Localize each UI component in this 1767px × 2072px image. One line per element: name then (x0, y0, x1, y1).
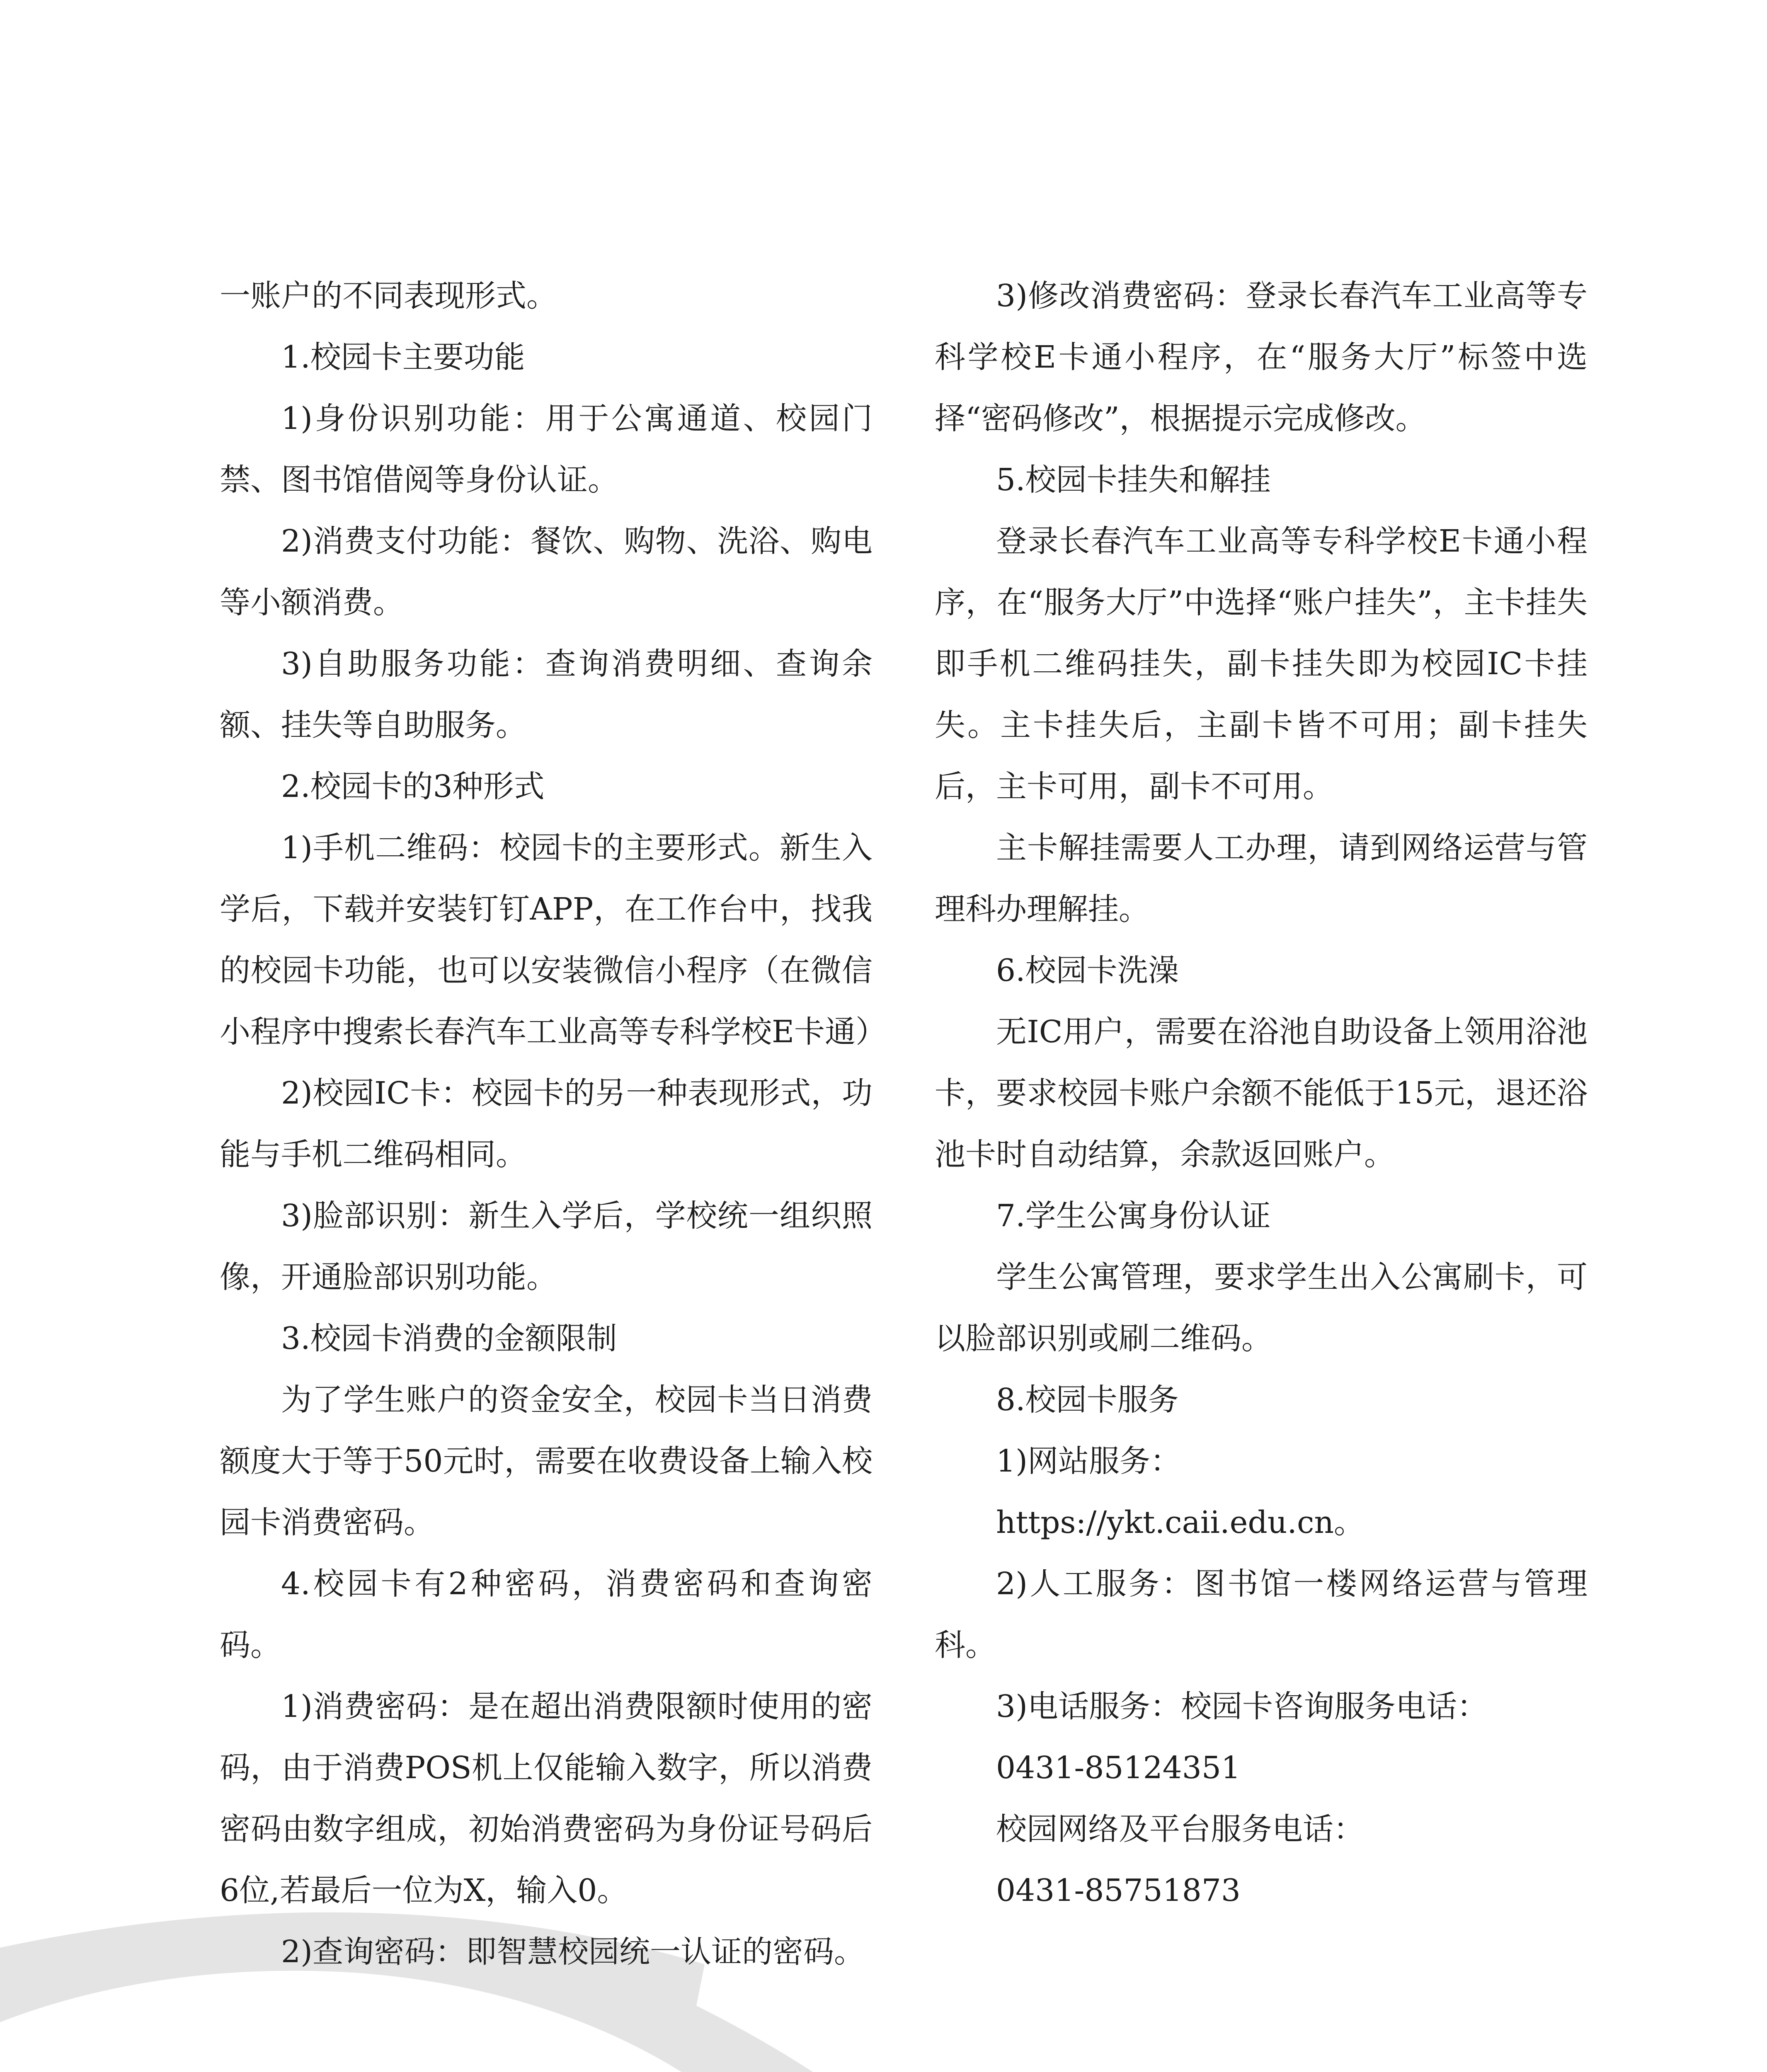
paragraph: https://ykt.caii.edu.cn。 (996, 1505, 1365, 1540)
paragraph: 3)电话服务：校园卡咨询服务电话： (996, 1689, 1488, 1724)
paragraph: 5.校园卡挂失和解挂 (996, 462, 1271, 498)
paragraph: 无IC用户，需要在浴池自助设备上领用浴池卡，要求校园卡账户余额不能低于15元，退还浴池卡时自动结算，余款返回账户。 (935, 1014, 1588, 1172)
paragraph: 3)修改消费密码：登录长春汽车工业高等专科学校E卡通小程序，在“服务大厅”标签中选择“密码修改”，根据提示完成修改。 (935, 278, 1588, 436)
paragraph: 一账户的不同表现形式。 (220, 278, 557, 314)
paragraph: 2.校园卡的3种形式 (281, 769, 545, 804)
paragraph: 主卡解挂需要人工办理，请到网络运营与管理科办理解挂。 (935, 830, 1588, 927)
paragraph: 1)手机二维码：校园卡的主要形式。新生入学后，下载并安装钉钉APP，在工作台中，找我的校园卡功能，也可以安装微信小程序（在微信小程序中搜索长春汽车工业高等专科学校E卡通） (220, 830, 887, 1050)
paragraph: 3)脸部识别：新生入学后，学校统一组织照像，开通脸部识别功能。 (220, 1198, 873, 1295)
paragraph: 3)自助服务功能：查询消费明细、查询余额、挂失等自助服务。 (220, 646, 873, 743)
paragraph: 8.校园卡服务 (996, 1382, 1179, 1418)
paragraph: 3.校园卡消费的金额限制 (281, 1321, 617, 1356)
paragraph: 登录长春汽车工业高等专科学校E卡通小程序，在“服务大厅”中选择“账户挂失”，主卡挂失即手机二维码挂失，副卡挂失即为校园IC卡挂失。主卡挂失后，主副卡皆不可用；副卡挂失后，主卡可用，副卡不可用。 (935, 523, 1588, 804)
paragraph: 2)消费支付功能：餐饮、购物、洗浴、购电等小额消费。 (220, 523, 873, 620)
paragraph: 学生公寓管理，要求学生出入公寓刷卡，可以脸部识别或刷二维码。 (935, 1259, 1588, 1356)
paragraph: 1)消费密码：是在超出消费限额时使用的密码，由于消费POS机上仅能输入数字，所以消费密码由数字组成，初始消费密码为身份证号码后6位,若最后一位为X，输入0。 (220, 1689, 873, 1908)
paragraph: 6.校园卡洗澡 (996, 953, 1179, 988)
right-column (935, 265, 1588, 1921)
paragraph: 7.学生公寓身份认证 (996, 1198, 1271, 1234)
paragraph: 1)身份识别功能：用于公寓通道、校园门禁、图书馆借阅等身份认证。 (220, 401, 873, 498)
paragraph: 2)人工服务：图书馆一楼网络运营与管理科。 (935, 1566, 1588, 1663)
paragraph: 0431-85751873 (996, 1873, 1241, 1908)
paragraph: 2)查询密码：即智慧校园统一认证的密码。 (281, 1934, 865, 1970)
paragraph: 1.校园卡主要功能 (281, 339, 525, 375)
paragraph: 1)网站服务： (996, 1443, 1181, 1479)
left-column (220, 265, 887, 1982)
paragraph: 4.校园卡有2种密码，消费密码和查询密码。 (220, 1566, 873, 1663)
paragraph: 为了学生账户的资金安全，校园卡当日消费额度大于等于50元时，需要在收费设备上输入校园卡消费密码。 (220, 1382, 873, 1540)
paragraph: 校园网络及平台服务电话： (996, 1811, 1364, 1847)
paragraph: 2)校园IC卡：校园卡的另一种表现形式，功能与手机二维码相同。 (220, 1075, 873, 1172)
paragraph: 0431-85124351 (996, 1750, 1241, 1786)
